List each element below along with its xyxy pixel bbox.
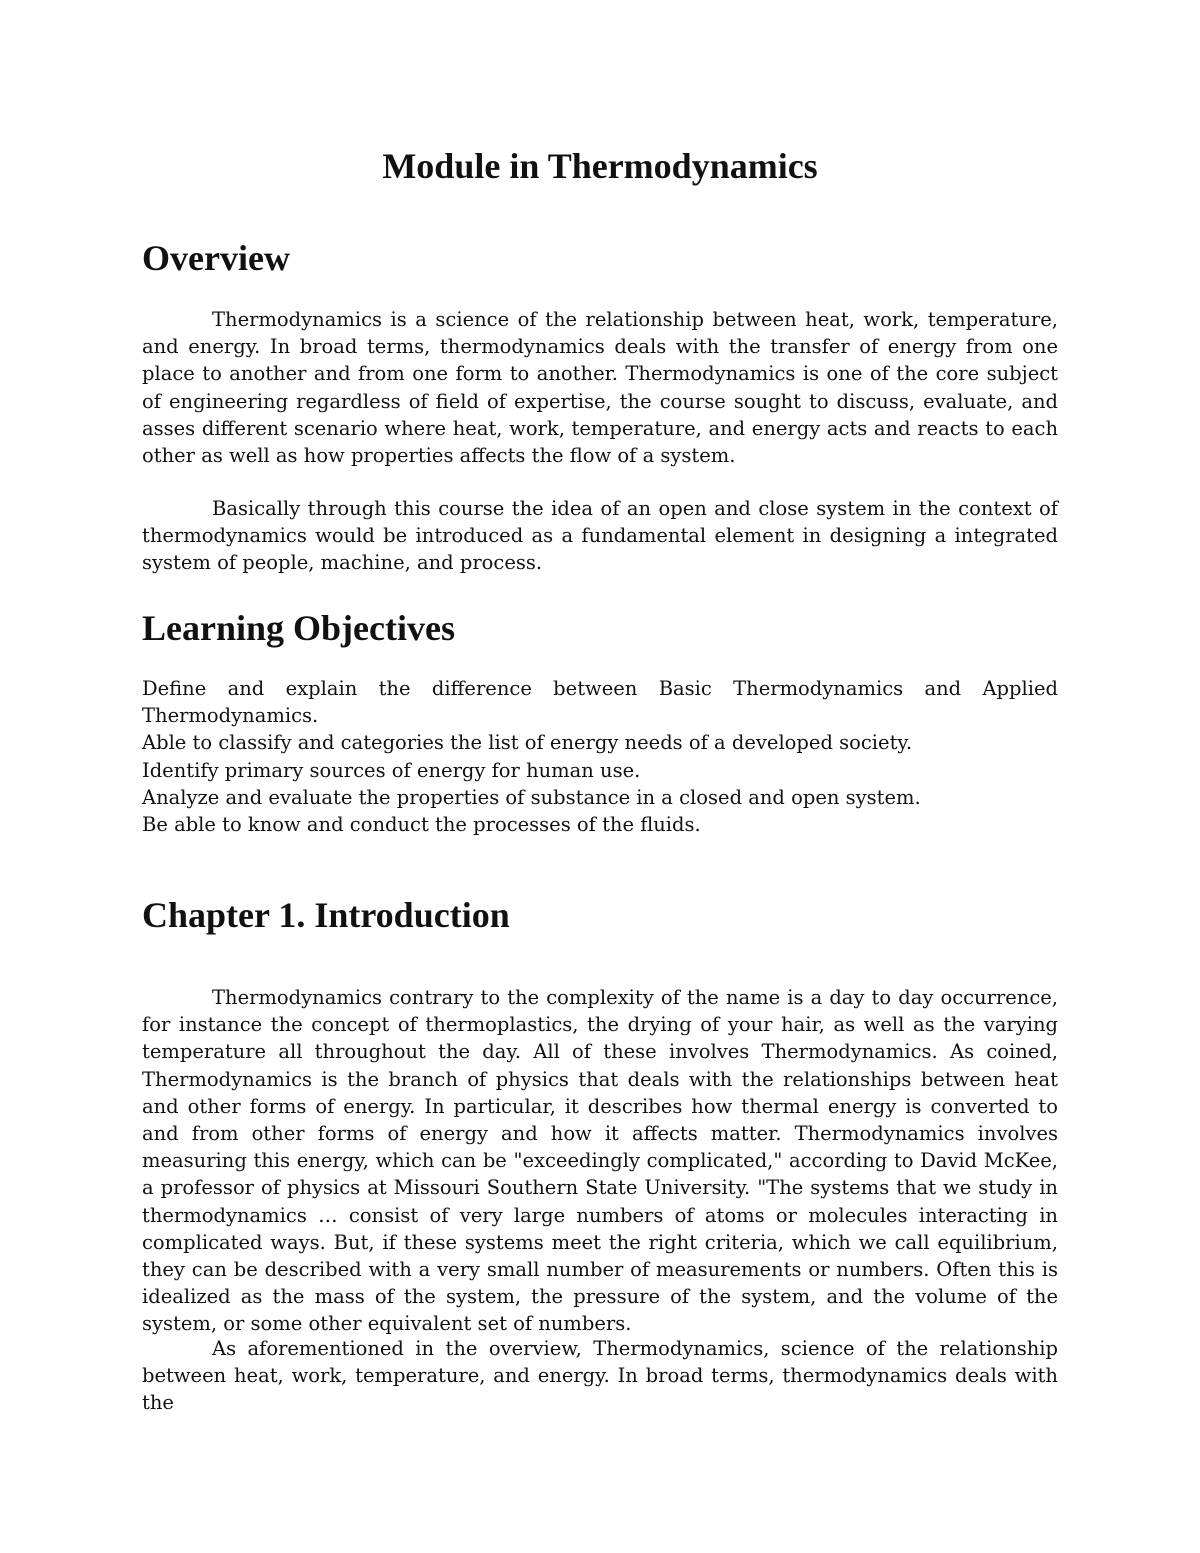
chapter-1-paragraph-2: As aforementioned in the overview, Thermodynamics, science of the relationship between heat, work, temperature, and energy. In broad terms, thermodynamics deals with the	[142, 1337, 1058, 1415]
objective-item: Able to classify and categories the list of energy needs of a developed society.	[142, 731, 913, 755]
learning-objectives-heading: Learning Objectives	[142, 608, 455, 648]
chapter-1-paragraph-1: Thermodynamics contrary to the complexity of the name is a day to day occurrence, for instance the concept of thermoplastics, the drying of your hair, as well as the varying temperature all throughout the day. All of these involves Thermodynamics. As coined, Thermodynamics is the branch of physics that deals with the relationships between heat and other forms of energy. In particular, it describes how thermal energy is converted to and from other forms of energy and how it affects matter. Thermodynamics involves measuring this energy, which can be "exceedingly complicated," according to David McKee, a professor of physics at Missouri Southern State University. "The systems that we study in thermodynamics … consist of very large numbers of atoms or molecules interacting in complicated ways. But, if these systems meet the right criteria, which we call equilibrium, they can be described with a very small number of measurements or numbers. Often this is idealized as the mass of the system, the pressure of the system, and the volume of the system, or some other equivalent set of numbers.	[142, 986, 1058, 1336]
learning-objectives-list	[142, 675, 1058, 838]
objective-item-line: Define and explain the difference between Basic Thermodynamics and Applied	[142, 677, 1058, 700]
objective-item: Analyze and evaluate the properties of substance in a closed and open system.	[142, 785, 921, 809]
objective-item: Be able to know and conduct the processes of the fluids.	[142, 813, 701, 837]
objective-item-line: Thermodynamics.	[142, 704, 319, 728]
chapter-1-heading: Chapter 1. Introduction	[142, 895, 510, 935]
objective-item	[142, 675, 1058, 729]
document-title: Module in Thermodynamics	[382, 146, 818, 186]
objective-item: Identify primary sources of energy for human use.	[142, 758, 641, 782]
document-page	[142, 0, 1058, 1553]
overview-paragraph-1: Thermodynamics is a science of the relationship between heat, work, temperature, and energy. In broad terms, thermodynamics deals with the transfer of energy from one place to another and from one form to another. Thermodynamics is one of the core subject of engineering regardless of field of expertise, the course sought to discuss, evaluate, and asses different scenario where heat, work, temperature, and energy acts and reacts to each other as well as how properties affects the flow of a system.	[142, 308, 1058, 468]
overview-heading: Overview	[142, 238, 290, 278]
overview-paragraph-2: Basically through this course the idea of an open and close system in the context of thermodynamics would be introduced as a fundamental element in designing a integrated system of people, machine, and process.	[142, 497, 1058, 575]
